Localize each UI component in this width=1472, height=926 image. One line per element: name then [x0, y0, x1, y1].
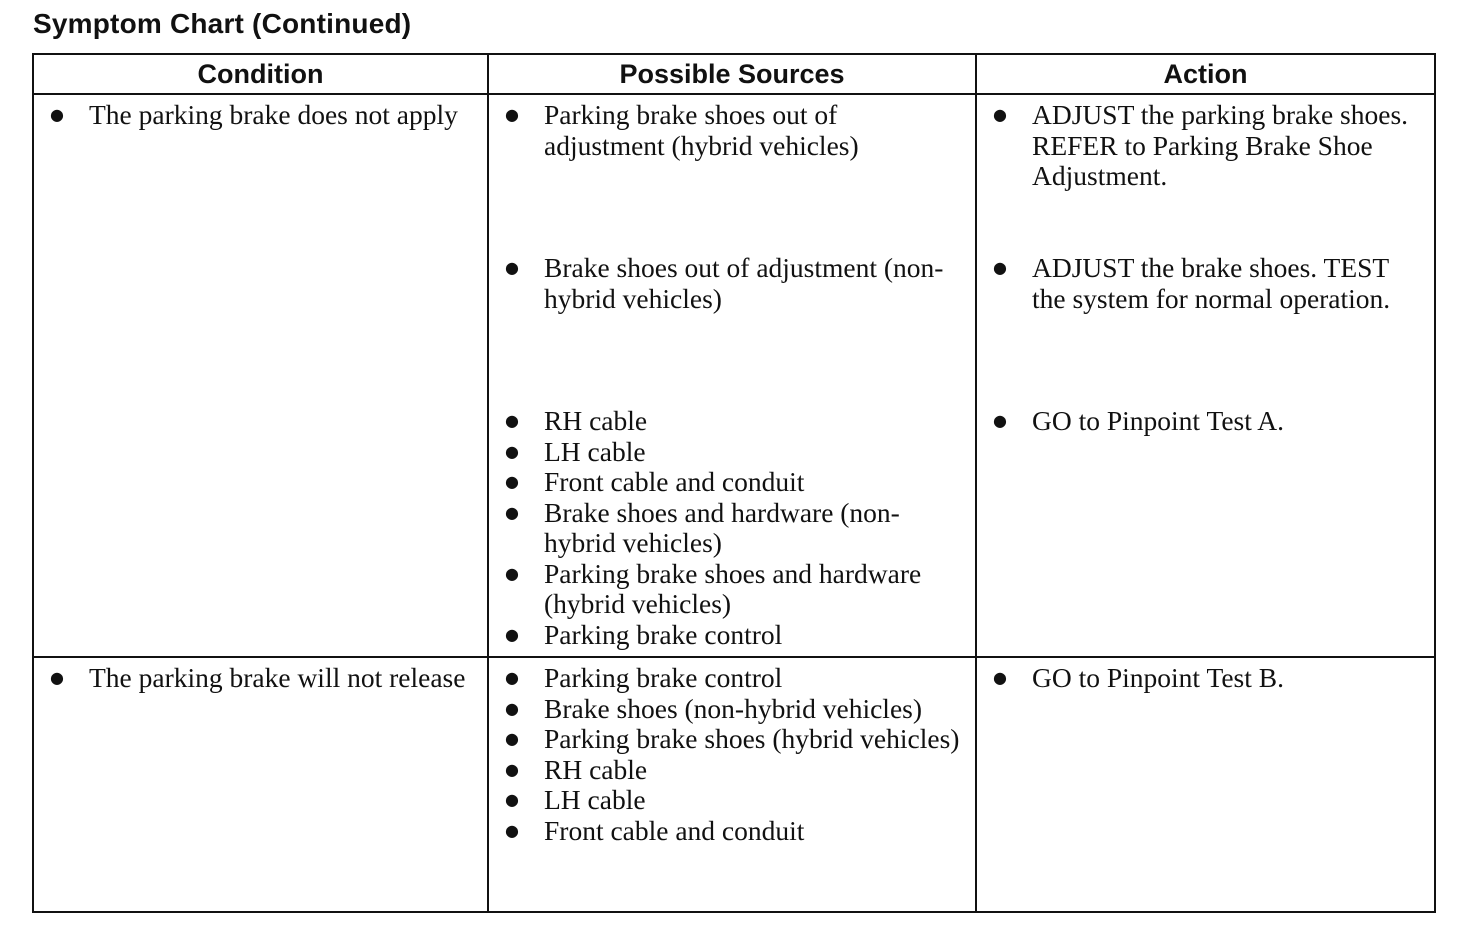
bullet-icon: ●: [505, 624, 519, 644]
source-item: ● Brake shoes and hardware (non-hybrid vehicles): [505, 496, 900, 558]
source-item: ● Brake shoes out of adjustment (non-hybrid vehicles): [505, 252, 944, 314]
bullet-icon: ●: [50, 105, 64, 124]
bullet-icon: ●: [993, 258, 1007, 277]
condition-item: ● The parking brake will not release: [50, 662, 466, 693]
source-item: ● RH cable: [505, 753, 648, 785]
bullet-icon: ●: [505, 563, 519, 583]
action-item: ● ADJUST the brake shoes. TEST the system for normal operation.: [993, 252, 1391, 314]
bullet-icon: ●: [505, 790, 519, 809]
bullet-icon: ●: [505, 105, 519, 124]
symptom-chart-table: [32, 53, 1436, 913]
header-possible-sources: Possible Sources: [488, 54, 976, 94]
bullet-icon: ●: [505, 729, 519, 748]
table-row: [33, 94, 1435, 657]
source-item: ● Parking brake control: [505, 618, 783, 650]
source-group: [501, 406, 963, 650]
action-group: [989, 100, 1422, 253]
source-item: ● Parking brake control: [505, 662, 783, 693]
bullet-icon: ●: [505, 411, 519, 430]
sources-cell: [488, 94, 976, 657]
action-item: ● GO to Pinpoint Test A.: [993, 405, 1284, 436]
source-item: ● RH cable: [505, 405, 648, 436]
header-row: [33, 54, 1435, 94]
bullet-icon: ●: [505, 472, 519, 491]
bullet-icon: ●: [50, 668, 64, 687]
header-action: Action: [976, 54, 1435, 94]
table-row: [33, 657, 1435, 912]
action-cell: [976, 94, 1435, 657]
condition-cell: [33, 657, 488, 912]
action-group: [989, 406, 1422, 437]
source-group: [501, 253, 963, 406]
bullet-icon: ●: [505, 502, 519, 522]
bullet-icon: ●: [993, 105, 1007, 124]
source-item: ● Front cable and conduit: [505, 466, 805, 497]
chart-title: Symptom Chart (Continued): [33, 8, 412, 39]
action-group: [989, 253, 1422, 406]
bullet-icon: ●: [993, 411, 1007, 430]
action-cell: [976, 657, 1435, 912]
bullet-icon: ●: [505, 820, 519, 840]
action-item: ● ADJUST the parking brake shoes. REFER to Parking Brake Shoe Adjustment.: [993, 99, 1409, 191]
source-item: ● LH cable: [505, 435, 646, 467]
source-item: ● LH cable: [505, 784, 646, 815]
bullet-icon: ●: [505, 668, 519, 687]
sources-cell: [488, 657, 976, 912]
source-item: ● Brake shoes (non-hybrid vehicles): [505, 692, 923, 724]
source-item: ● Parking brake shoes and hardware (hybrid vehicles): [505, 557, 922, 619]
source-item: ● Parking brake shoes (hybrid vehicles): [505, 723, 960, 754]
condition-item: ● The parking brake does not apply: [50, 99, 458, 130]
bullet-icon: ●: [505, 698, 519, 718]
source-group: [501, 100, 963, 253]
bullet-icon: ●: [505, 441, 519, 461]
action-item: ● GO to Pinpoint Test B.: [993, 662, 1284, 693]
bullet-icon: ●: [505, 759, 519, 779]
source-item: ● Parking brake shoes out of adjustment (hybrid vehicles): [505, 99, 859, 161]
condition-cell: [33, 94, 488, 657]
source-item: ● Front cable and conduit: [505, 814, 805, 846]
bullet-icon: ●: [505, 258, 519, 277]
bullet-icon: ●: [993, 668, 1007, 687]
header-condition: Condition: [33, 54, 488, 94]
